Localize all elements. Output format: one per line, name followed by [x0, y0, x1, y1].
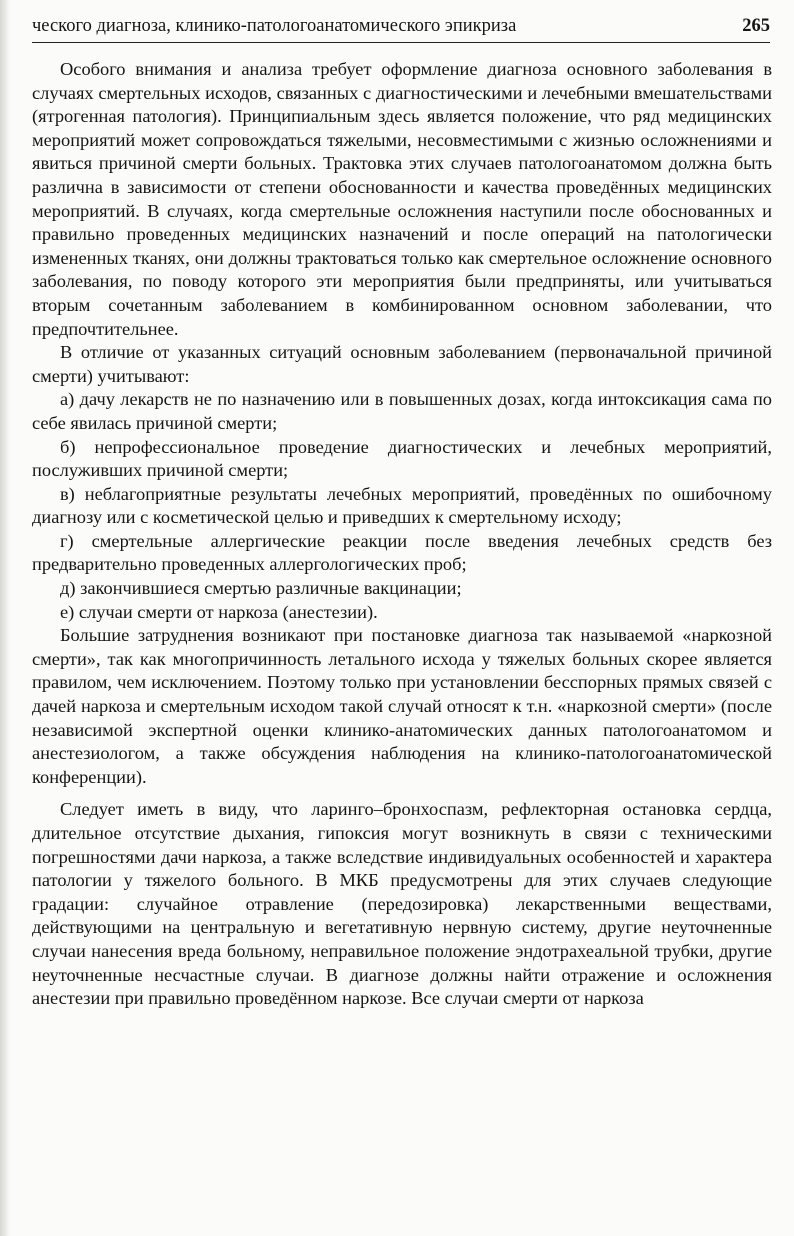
running-header — [32, 12, 770, 43]
paragraph-iatrogenic: Особого внимания и анализа требует оформление диагноза основного заболевания в случаях смертельных исходов, связанных с диагностическими и лечебными вмешательствами (ятрогенная патология). Принципиальным здесь является положение, что ряд медицинских мероприятий может сопровождаться тяжелыми, несовместимыми с жизнью осложнениями и явиться причиной смерти больных. Трактовка этих случаев патологоанатомом должна быть различна в зависимости от степени обоснованности и качества проведённых медицинских мероприятий. В случаях, когда смертельные осложнения наступили после обоснованных и правильно проведенных медицинских назначений и после операций на патологически измененных тканях, они должны трактоваться только как смертельное осложнение основного заболевания, по поводу которого эти мероприятия были предприняты, или учитываться вторым сочетанным заболеванием в комбинированном основном заболевании, что предпочтительнее. — [32, 59, 772, 339]
running-title: ческого диагноза, клинико-патологоанатомического эпикриза — [32, 16, 517, 36]
list-item-e: е) случаи смерти от наркоза (анестезии). — [60, 601, 378, 622]
list-item-g: г) смертельные аллергические реакции после введения лечебных средств без предварительно проведенных аллергологических проб; — [32, 530, 772, 575]
binding-shadow — [0, 0, 10, 1236]
list-item-b: б) непрофессиональное проведение диагностических и лечебных мероприятий, послуживших причиной смерти; — [32, 436, 772, 481]
list-item-d: д) закончившиеся смертью различные вакцинации; — [60, 578, 462, 599]
paragraph-icd-gradations: Следует иметь в виду, что ларинго–бронхоспазм, рефлекторная остановка сердца, длительное отсутствие дыхания, гипоксия могут возникнуть в связи с техническими погрешностями дачи наркоза, а также вследствие индивидуальных особенностей и характера патологии у тяжелого больного. В МКБ предусмотрены для этих случаев следующие градации: случайное отравление (передозировка) лекарственными веществами, действующими на центральную и вегетативную нервную систему, другие неуточненные случаи нанесения вреда больному, неправильное положение эндотрахеальной трубки, другие неуточненные несчастные случаи. В диагнозе должны найти отражение и осложнения анестезии при правильно проведённом наркозе. Все случаи смерти от наркоза — [32, 799, 772, 1009]
paragraph-anesthesia-death: Большие затруднения возникают при постановке диагноза так называемой «наркозной смерти», так как многопричинность летального исхода у тяжелых больных скорее является правилом, чем исключением. Поэтому только при установлении бесспорных прямых связей с дачей наркоза и смертельным исходом такой случай относят к т.н. «наркозной смерти» (после независимой экспертной оценки клинико-анатомических данных патологоанатомом и анестезиологом, а также обсуждения наблюдения на клинико-патологоанатомической конференции). — [32, 625, 772, 787]
paragraph-primary-cause-intro: В отличие от указанных ситуаций основным заболеванием (первоначальной причиной смерти) учитывают: — [32, 342, 772, 386]
page-body — [32, 58, 772, 1011]
list-item-v: в) неблагоприятные результаты лечебных мероприятий, проведённых по ошибочному диагнозу или с косметической целью и приведших к смертельному исходу; — [32, 483, 772, 528]
list-item-a: а) дачу лекарств не по назначению или в повышенных дозах, когда интоксикация сама по себе явилась причиной смерти; — [32, 389, 772, 433]
page-number: 265 — [742, 16, 770, 36]
